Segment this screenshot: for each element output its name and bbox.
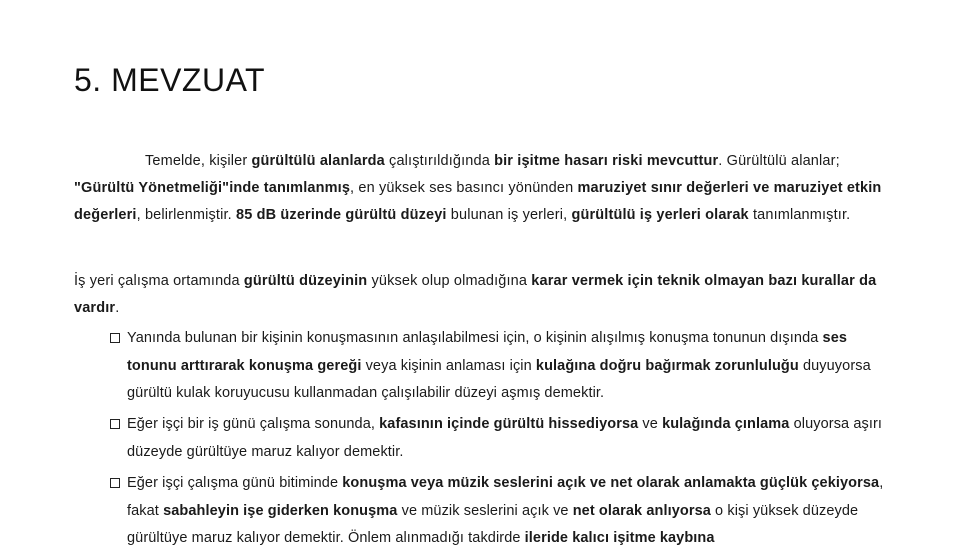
bullet-text-3 <box>127 475 883 546</box>
text-run: veya kişinin anlaması için <box>361 357 536 374</box>
text-run: . Gürültülü alanlar; <box>718 153 840 169</box>
bold-text-run: ses tonunu arttırarak konuşma gereği <box>127 330 848 374</box>
bold-text-run: sabahleyin işe giderken konuşma <box>163 502 398 519</box>
text-run: bulunan iş yerleri, <box>446 207 572 223</box>
text-run: oluyorsa aşırı düzeyde gürültüye maruz kalıyor demektir. <box>127 416 883 460</box>
checkbox-bullet-icon <box>110 419 120 429</box>
bold-text-run: konuşma veya müzik seslerini açık ve net olarak anlamakta güçlük çekiyorsa <box>342 475 880 491</box>
text-run: , belirlenmiştir. <box>136 207 237 223</box>
text-run: , en yüksek ses basıncı yönünden <box>350 180 578 196</box>
text-run: . <box>115 300 120 316</box>
bold-text-run: bir işitme hasarı riski mevcuttur <box>494 153 719 169</box>
bold-text-run: karar vermek için teknik olmayan bazı kurallar da vardır <box>74 273 877 316</box>
bold-text-run: maruziyet sınır değerleri ve maruziyet etkin değerleri <box>74 180 882 223</box>
text-run: çalıştırıldığında <box>384 153 495 169</box>
slide-title: 5. MEVZUAT <box>74 62 266 98</box>
bold-text-run: kulağına doğru bağırmak zorunluluğu <box>535 357 799 374</box>
paragraph-rules <box>74 268 886 322</box>
bullet-item-2 <box>108 411 890 466</box>
text-run: duyuyorsa gürültü kulak koruyucusu kullanmadan çalışılabilir düzeyi aşmış demektir. <box>127 357 871 401</box>
text-run: İş yeri çalışma ortamında <box>74 273 244 289</box>
text-run: Eğer işçi bir iş günü çalışma sonunda, <box>127 416 380 432</box>
bold-text-run: 85 dB üzerinde gürültü düzeyi <box>236 207 447 223</box>
checkbox-bullet-icon <box>110 478 120 488</box>
text-run: ve müzik seslerini açık ve <box>397 502 573 519</box>
bold-text-run: gürültülü alanlarda <box>251 153 385 169</box>
bullet-item-1 <box>108 325 890 408</box>
text-run: , fakat <box>127 475 884 519</box>
text-run: o kişi yüksek düzeyde gürültüye maruz kalıyor demektir. Önlem alınmadığı takdirde <box>127 502 859 546</box>
bold-text-run: ileride kalıcı işitme kaybına <box>524 530 715 546</box>
text-run: ve <box>638 416 663 432</box>
bold-text-run: gürültü düzeyinin <box>243 273 368 289</box>
text-run: Temelde, kişiler <box>145 153 252 169</box>
bold-text-run: net olarak anlıyorsa <box>572 502 711 519</box>
checkbox-bullet-icon <box>110 333 120 343</box>
bold-text-run: kafasının içinde gürültü hissediyorsa <box>379 416 639 432</box>
bullet-item-3 <box>108 470 890 553</box>
bullet-text-1 <box>127 330 871 401</box>
bullet-text-2 <box>127 416 882 460</box>
bold-text-run: gürültülü iş yerleri olarak <box>571 207 749 223</box>
text-run: tanımlanmıştır. <box>748 207 851 223</box>
text-run: Yanında bulunan bir kişinin konuşmasının anlaşılabilmesi için, o kişinin alışılmış konuşma tonunun dışında <box>127 330 823 346</box>
bold-text-run: kulağında çınlama <box>662 416 790 432</box>
paragraph-intro <box>74 148 886 229</box>
text-run: Eğer işçi çalışma günü bitiminde <box>127 475 343 491</box>
bold-text-run: "Gürültü Yönetmeliği"inde tanımlanmış <box>74 180 351 196</box>
text-run: yüksek olup olmadığına <box>367 273 532 289</box>
